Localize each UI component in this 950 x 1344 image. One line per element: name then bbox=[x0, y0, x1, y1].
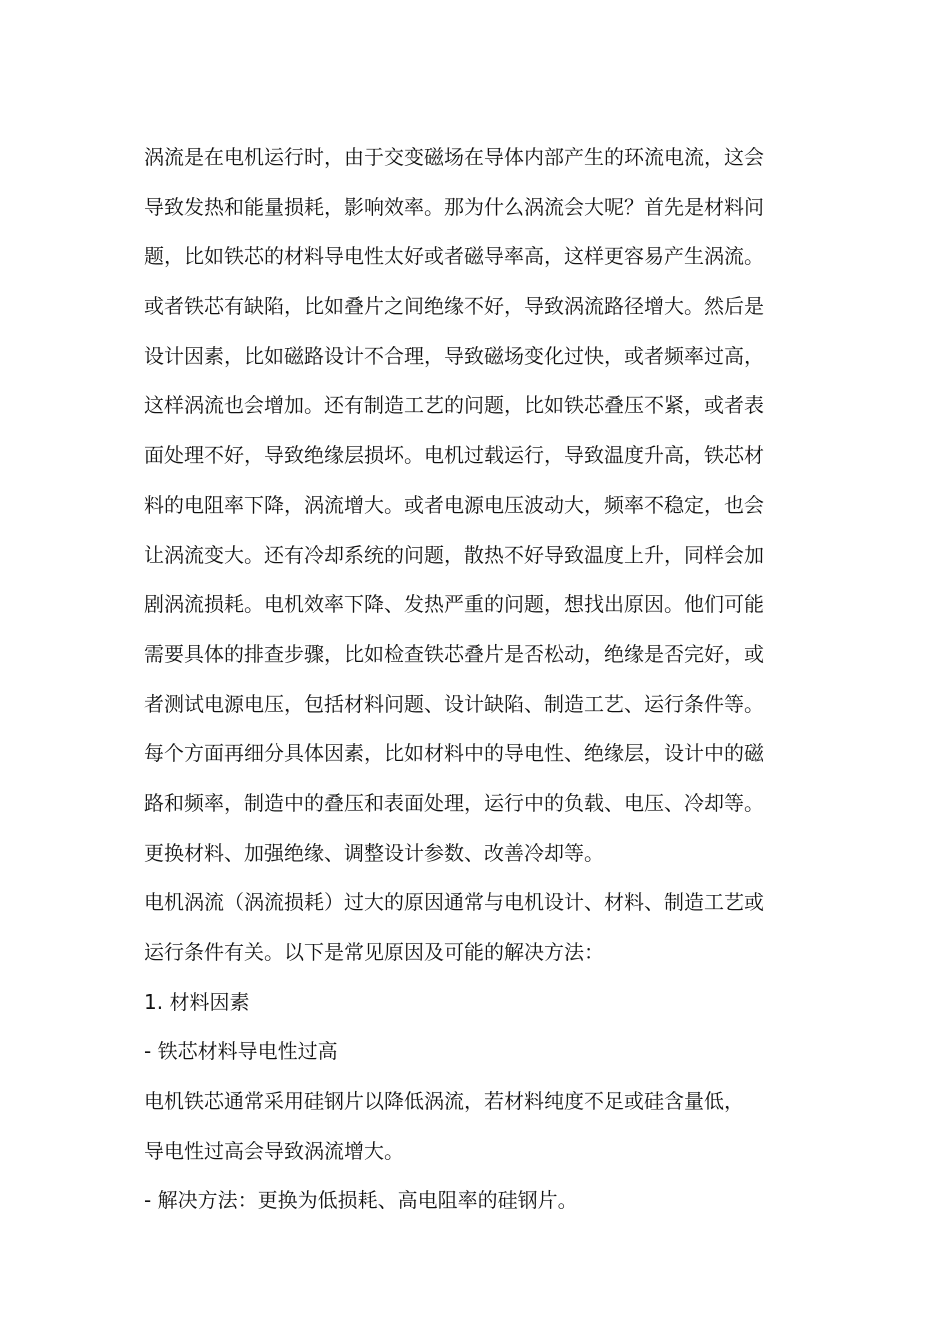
text-line: 剧涡流损耗。电机效率下降、发热严重的问题，想找出原因。他们可能 bbox=[144, 592, 764, 617]
bullet-item: - 铁芯材料导电性过高 bbox=[144, 1039, 338, 1064]
bullet-item: - 解决方法：更换为低损耗、高电阻率的硅钢片。 bbox=[144, 1188, 578, 1213]
text-line: 者测试电源电压，包括材料问题、设计缺陷、制造工艺、运行条件等。 bbox=[144, 691, 764, 716]
text-line: 料的电阻率下降，涡流增大。或者电源电压波动大，频率不稳定，也会 bbox=[144, 492, 764, 517]
document-body bbox=[144, 133, 812, 1226]
text-line: 需要具体的排查步骤，比如检查铁芯叠片是否松动，绝缘是否完好，或 bbox=[144, 641, 764, 666]
text-line: 每个方面再细分具体因素，比如材料中的导电性、绝缘层，设计中的磁 bbox=[144, 741, 764, 766]
text-line: 让涡流变大。还有冷却系统的问题，散热不好导致温度上升，同样会加 bbox=[144, 542, 764, 567]
text-line: 电机涡流（涡流损耗）过大的原因通常与电机设计、材料、制造工艺或 bbox=[144, 890, 764, 915]
text-line: 涡流是在电机运行时，由于交变磁场在导体内部产生的环流电流，这会 bbox=[144, 145, 764, 169]
text-line: 面处理不好，导致绝缘层损坏。电机过载运行，导致温度升高，铁芯材 bbox=[144, 443, 764, 468]
text-line: 设计因素，比如磁路设计不合理，导致磁场变化过快，或者频率过高， bbox=[144, 343, 764, 368]
text-line: 题，比如铁芯的材料导电性太好或者磁导率高，这样更容易产生涡流。 bbox=[144, 244, 764, 269]
text-line: 路和频率，制造中的叠压和表面处理，运行中的负载、电压、冷却等。 bbox=[144, 790, 764, 815]
text-line: 这样涡流也会增加。还有制造工艺的问题，比如铁芯叠压不紧，或者表 bbox=[144, 393, 764, 418]
section-heading: 1. 材料因素 bbox=[144, 989, 250, 1014]
text-line: 电机铁芯通常采用硅钢片以降低涡流，若材料纯度不足或硅含量低， bbox=[144, 1089, 744, 1114]
text-line: 导电性过高会导致涡流增大。 bbox=[144, 1138, 404, 1163]
text-line: 或者铁芯有缺陷，比如叠片之间绝缘不好，导致涡流路径增大。然后是 bbox=[144, 294, 764, 319]
text-line: 导致发热和能量损耗，影响效率。那为什么涡流会大呢？首先是材料问 bbox=[144, 194, 764, 219]
text-line: 运行条件有关。以下是常见原因及可能的解决方法： bbox=[144, 940, 604, 964]
text-line: 更换材料、加强绝缘、调整设计参数、改善冷却等。 bbox=[144, 840, 604, 865]
